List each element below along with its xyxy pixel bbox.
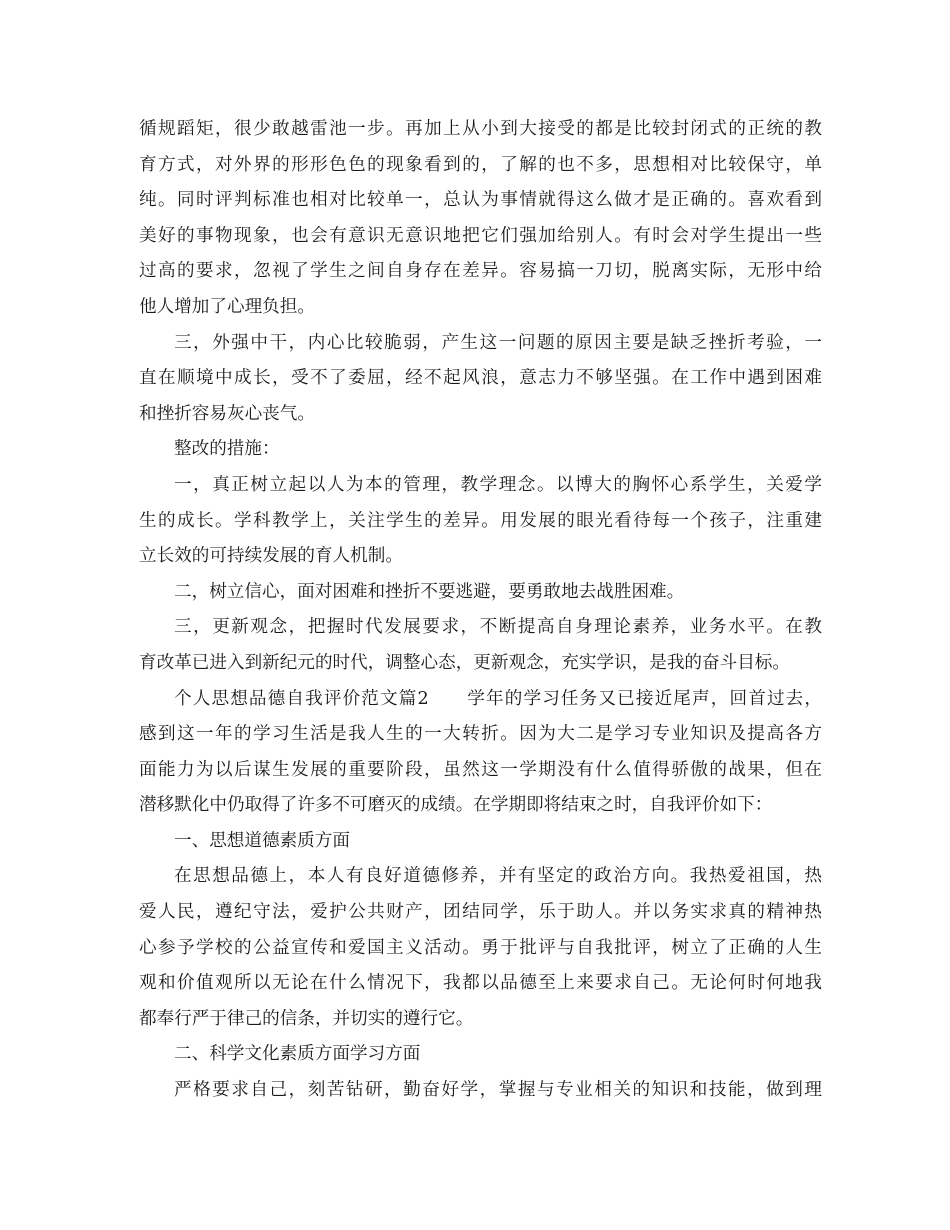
text-line: 三，外强中干，内心比较脆弱，产生这一问题的原因主要是缺乏挫折考验，一 bbox=[174, 332, 822, 353]
text-line: 三，更新观念，把握时代发展要求，不断提高自身理论素养，业务水平。在教 bbox=[174, 617, 822, 638]
text-line: 立长效的可持续发展的育人机制。 bbox=[139, 546, 403, 567]
text-line: 二，树立信心，面对困难和挫折不要逃避，要勇敢地去战胜困难。 bbox=[174, 581, 685, 602]
text-line: 美好的事物现象，也会有意识无意识地把它们强加给别人。有时会对学生提出一些 bbox=[139, 225, 822, 246]
text-line: 一，真正树立起以人为本的管理，教学理念。以博大的胸怀心系学生，关爱学 bbox=[174, 474, 822, 495]
text-line: 循规蹈矩，很少敢越雷池一步。再加上从小到大接受的都是比较封闭式的正统的教 bbox=[139, 119, 822, 139]
text-line: 心参予学校的公益宣传和爱国主义活动。勇于批评与自我批评，树立了正确的人生 bbox=[139, 937, 822, 958]
text-line: 个人思想品德自我评价范文篇2 学年的学习任务又已接近尾声，回首过去， bbox=[174, 688, 822, 709]
text-line: 都奉行严于律己的信条，并切实的遵行它。 bbox=[139, 1008, 474, 1029]
section-heading: 整改的措施： bbox=[174, 439, 280, 460]
section-heading: 二、科学文化素质方面学习方面 bbox=[174, 1044, 421, 1065]
text-line: 生的成长。学科教学上，关注学生的差异。用发展的眼光看待每一个孩子，注重建 bbox=[139, 510, 822, 531]
text-line: 严格要求自己，刻苦钻研，勤奋好学，掌握与专业相关的知识和技能，做到理 bbox=[174, 1080, 822, 1101]
text-line: 他人增加了心理负担。 bbox=[139, 296, 315, 317]
text-line: 感到这一年的学习生活是我人生的一大转折。因为大二是学习专业知识及提高各方 bbox=[139, 724, 822, 745]
text-line: 和挫折容易灰心丧气。 bbox=[139, 403, 315, 424]
section-heading: 一、思想道德素质方面 bbox=[174, 830, 350, 851]
text-line: 育方式，对外界的形形色色的现象看到的，了解的也不多，思想相对比较保守，单 bbox=[139, 154, 822, 175]
text-line: 面能力为以后谋生发展的重要阶段，虽然这一学期没有什么值得骄傲的战果，但在 bbox=[139, 759, 822, 780]
text-line: 爱人民，遵纪守法，爱护公共财产，团结同学，乐于助人。并以务实求真的精神热 bbox=[139, 902, 822, 923]
text-line: 潜移默化中仍取得了许多不可磨灭的成绩。在学期即将结束之时，自我评价如下： bbox=[139, 795, 773, 816]
text-line: 观和价值观所以无论在什么情况下，我都以品德至上来要求自己。无论何时何地我 bbox=[139, 973, 822, 994]
text-line: 纯。同时评判标准也相对比较单一，总认为事情就得这么做才是正确的。喜欢看到 bbox=[139, 190, 822, 211]
text-line: 过高的要求，忽视了学生之间自身存在差异。容易搞一刀切，脱离实际，无形中给 bbox=[139, 261, 822, 282]
text-line: 在思想品德上，本人有良好道德修养，并有坚定的政治方向。我热爱祖国，热 bbox=[174, 866, 822, 887]
text-line: 育改革已进入到新纪元的时代，调整心态，更新观念，充实学识，是我的奋斗目标。 bbox=[139, 652, 790, 673]
text-line: 直在顺境中成长，受不了委屈，经不起风浪，意志力不够坚强。在工作中遇到困难 bbox=[139, 368, 822, 389]
